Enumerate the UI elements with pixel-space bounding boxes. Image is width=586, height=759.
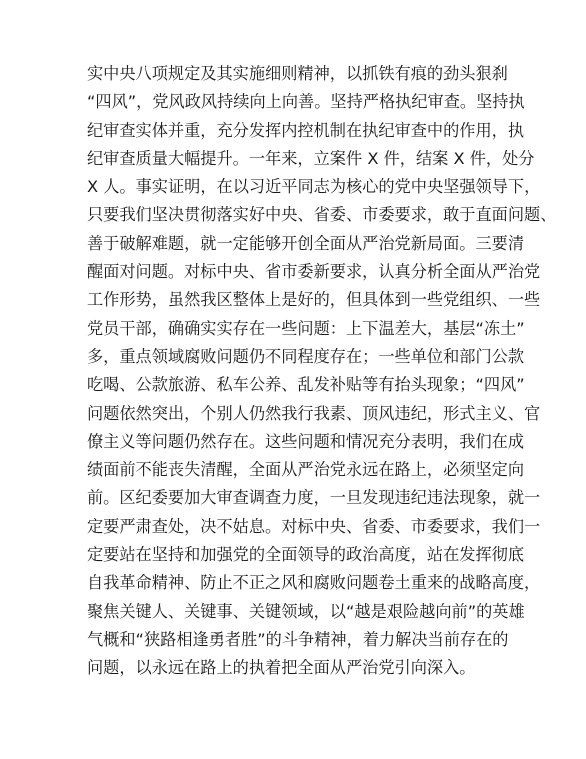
text-line: 醒面对问题。对标中央、省市委新要求，认真分析全面从严治党 xyxy=(87,262,541,282)
text-line: 绩面前不能丧失清醒，全面从严治党永远在路上，必须坚定向 xyxy=(87,460,525,480)
text-line: 问题，以永远在路上的执着把全面从严治党引向深入。 xyxy=(87,658,476,678)
text-line: “四风”，党风政风持续向上向善。坚持严格执纪审查。坚持执 xyxy=(87,92,525,112)
text-line: 僚主义等问题仍然存在。这些问题和情况充分表明，我们在成 xyxy=(87,431,525,451)
text-line: 党员干部，确确实实存在一些问题：上下温差大，基层“冻土” xyxy=(87,318,525,338)
text-line: 定要严肃查处，决不姑息。对标中央、省委、市委要求，我们一 xyxy=(87,516,541,536)
text-line: 问题依然突出，个别人仍然我行我素、顶风违纪，形式主义、官 xyxy=(87,403,541,423)
text-line: 多，重点领域腐败问题仍不同程度存在；一些单位和部门公款 xyxy=(87,346,525,366)
text-line: X 人。事实证明，在以习近平同志为核心的党中央坚强领导下， xyxy=(87,177,541,197)
text-line: 工作形势，虽然我区整体上是好的，但具体到一些党组织、一些 xyxy=(87,290,541,310)
text-line: 善于破解难题，就一定能够开创全面从严治党新局面。三要清 xyxy=(87,233,525,253)
text-line: 只要我们坚决贯彻落实好中央、省委、市委要求，敢于直面问题、 xyxy=(87,205,557,225)
text-line: 定要站在坚持和加强党的全面领导的政治高度，站在发挥彻底 xyxy=(87,545,525,565)
text-line: 自我革命精神、防止不正之风和腐败问题卷土重来的战略高度， xyxy=(87,573,541,593)
body-paragraph xyxy=(87,60,557,683)
text-line: 吃喝、公款旅游、私车公养、乱发补贴等有抬头现象；“四风” xyxy=(87,375,525,395)
text-line: 纪审查质量大幅提升。一年来，立案件 X 件，结案 X 件，处分 xyxy=(87,148,535,168)
text-line: 气概和“狭路相逢勇者胜”的斗争精神，着力解决当前存在的 xyxy=(87,629,509,649)
text-line: 纪审查实体并重，充分发挥内控机制在执纪审查中的作用，执 xyxy=(87,120,525,140)
text-line: 聚焦关键人、关键事、关键领域，以“越是艰险越向前”的英雄 xyxy=(87,601,525,621)
text-line: 前。区纪委要加大审查调查力度，一旦发现违纪违法现象，就一 xyxy=(87,488,541,508)
text-line: 实中央八项规定及其实施细则精神，以抓铁有痕的劲头狠刹 xyxy=(87,64,508,83)
